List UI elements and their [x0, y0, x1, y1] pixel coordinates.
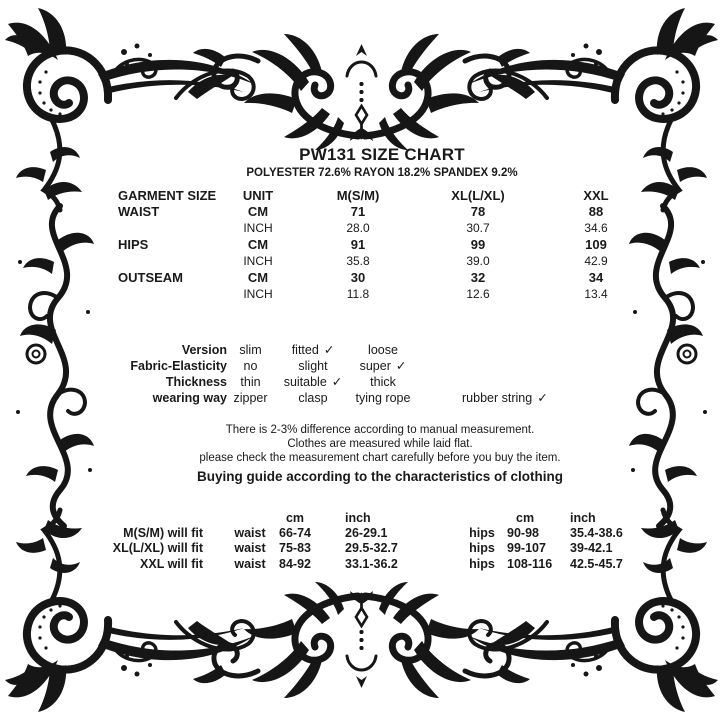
option-text: tying rope: [355, 391, 411, 405]
fit-cell: 99-107: [507, 541, 546, 556]
attribute-option: [352, 390, 414, 406]
unit-cell: CM: [247, 236, 269, 252]
row-label: HIPS: [118, 236, 149, 252]
attribute-row: [112, 390, 582, 406]
value-cell: 42.9: [584, 254, 608, 269]
attribute-label: Version: [181, 343, 227, 357]
attribute-option: [414, 358, 582, 374]
unit-cell: INCH: [243, 221, 273, 236]
option-text: suitable: [283, 375, 327, 389]
attribute-option: [352, 374, 414, 390]
fit-cell: 26-29.1: [345, 526, 388, 541]
fit-cell: 75-83: [279, 541, 311, 556]
center-motif-top: [193, 34, 530, 150]
fit-cell: 42.5-45.7: [570, 556, 623, 571]
fit-cell: 108-116: [507, 556, 553, 571]
row-label: [112, 220, 223, 236]
measurement-notes: [100, 423, 660, 484]
value-cell: 39.0: [466, 254, 490, 269]
corner-flourish-top-left: [5, 8, 254, 210]
value-cell: 13.4: [584, 286, 608, 301]
attribute-row: [112, 374, 582, 390]
table-row: [112, 204, 659, 220]
option-text: slim: [239, 343, 262, 357]
fit-cell: waist: [234, 541, 266, 556]
header-cell: cm: [285, 511, 305, 525]
note-line: There is 2-3% difference according to manual measurement.: [225, 424, 535, 436]
attribute-option: [274, 374, 352, 390]
option-text: fitted: [291, 343, 319, 357]
table-row: [112, 270, 659, 286]
unit-cell: INCH: [243, 286, 273, 301]
size-table-header-row: [112, 187, 659, 204]
attribute-table: [112, 342, 582, 406]
attribute-label: Thickness: [165, 375, 227, 389]
fit-row: [103, 526, 663, 541]
check-mark: ✓: [331, 375, 343, 389]
size-table: [112, 187, 659, 302]
fit-cell: 84-92: [279, 556, 311, 571]
attribute-option: [352, 342, 414, 358]
unit-cell: CM: [247, 269, 269, 285]
side-vine-left: [16, 206, 94, 526]
option-text: clasp: [298, 391, 328, 405]
buying-guide-heading: Buying guide according to the characteristics of clothing: [196, 468, 564, 484]
option-text: rubber string: [462, 391, 533, 405]
header-cell: inch: [570, 511, 596, 525]
value-cell: 78: [470, 204, 486, 219]
option-text: thick: [370, 375, 396, 389]
table-row: [112, 253, 659, 269]
fit-cell: 33.1-36.2: [345, 556, 398, 571]
option-text: loose: [368, 343, 398, 357]
row-label: [112, 286, 223, 302]
value-cell: 30: [350, 269, 366, 285]
fit-cell: waist: [234, 526, 266, 541]
attribute-option: [227, 358, 274, 374]
attribute-option: [352, 358, 414, 374]
header-cell: XXL: [583, 188, 609, 203]
value-cell: 12.6: [466, 286, 490, 301]
attribute-label: wearing way: [152, 391, 227, 405]
attribute-option: [414, 342, 582, 358]
row-label: OUTSEAM: [118, 269, 183, 285]
note-line: Clothes are measured while laid flat.: [287, 438, 473, 451]
fit-cell: 35.4-38.6: [570, 526, 623, 541]
attribute-option: [274, 390, 352, 406]
fit-label: XXL will fit: [140, 556, 203, 571]
fabric-composition: POLYESTER 72.6% RAYON 18.2% SPANDEX 9.2%: [246, 167, 518, 179]
header-cell: inch: [345, 511, 371, 525]
check-mark: ✓: [537, 391, 548, 405]
value-cell: 30.7: [466, 221, 490, 236]
header-cell: cm: [516, 511, 535, 525]
attribute-label: Fabric-Elasticity: [130, 359, 227, 373]
fit-row: [103, 541, 663, 556]
value-cell: 34.6: [584, 221, 608, 236]
option-text: thin: [240, 375, 261, 389]
option-text: no: [243, 359, 258, 373]
value-cell: 34: [588, 269, 604, 285]
note-line: please check the measurement chart carefully before you buy the item.: [199, 452, 561, 465]
fit-cell: 29.5-32.7: [345, 541, 398, 556]
header-cell: GARMENT SIZE: [118, 188, 217, 203]
attribute-option: [414, 374, 582, 390]
value-cell: 91: [350, 236, 366, 252]
unit-cell: CM: [247, 204, 269, 219]
page-title: PW131 SIZE CHART: [299, 145, 465, 164]
check-mark: ✓: [395, 359, 407, 373]
value-cell: 28.0: [346, 221, 370, 236]
value-cell: 11.8: [346, 286, 370, 301]
attribute-option: [227, 390, 274, 406]
check-mark: ✓: [323, 343, 335, 357]
attribute-row: [112, 358, 582, 374]
value-cell: 71: [350, 204, 366, 219]
attribute-option: [274, 342, 352, 358]
table-row: [112, 237, 659, 253]
value-cell: 109: [585, 236, 607, 252]
attribute-option: [227, 342, 274, 358]
fit-guide-table: [103, 511, 663, 572]
header-cell: M(S/M): [336, 188, 380, 203]
unit-cell: INCH: [243, 254, 273, 269]
attribute-option: [274, 358, 352, 374]
corner-flourish-top-right: [469, 8, 718, 210]
value-cell: 99: [470, 236, 486, 252]
fit-cell: hips: [469, 556, 495, 571]
fit-row: [103, 557, 663, 572]
fit-label: M(S/M) will fit: [123, 526, 203, 541]
table-row: [112, 286, 659, 302]
fit-cell: hips: [469, 541, 495, 556]
fit-cell: 90-98: [507, 526, 539, 541]
option-text: zipper: [233, 391, 268, 405]
fit-label: XL(L/XL) will fit: [112, 541, 203, 556]
fit-header-row: [103, 511, 663, 526]
fit-cell: waist: [234, 556, 266, 571]
fit-cell: 66-74: [279, 526, 311, 541]
table-row: [112, 220, 659, 236]
attribute-option: [227, 374, 274, 390]
value-cell: 88: [588, 204, 604, 219]
value-cell: 35.8: [346, 254, 370, 269]
row-label: [112, 253, 223, 269]
fit-cell: 39-42.1: [570, 541, 613, 556]
row-label: WAIST: [118, 204, 160, 219]
attribute-row: [112, 342, 582, 358]
option-text: slight: [298, 359, 328, 373]
value-cell: 32: [470, 269, 486, 285]
header-cell: XL(L/XL): [451, 188, 505, 203]
fit-cell: hips: [469, 526, 495, 541]
attribute-option: [414, 390, 582, 406]
header-cell: UNIT: [242, 188, 274, 203]
option-text: super: [359, 359, 391, 373]
